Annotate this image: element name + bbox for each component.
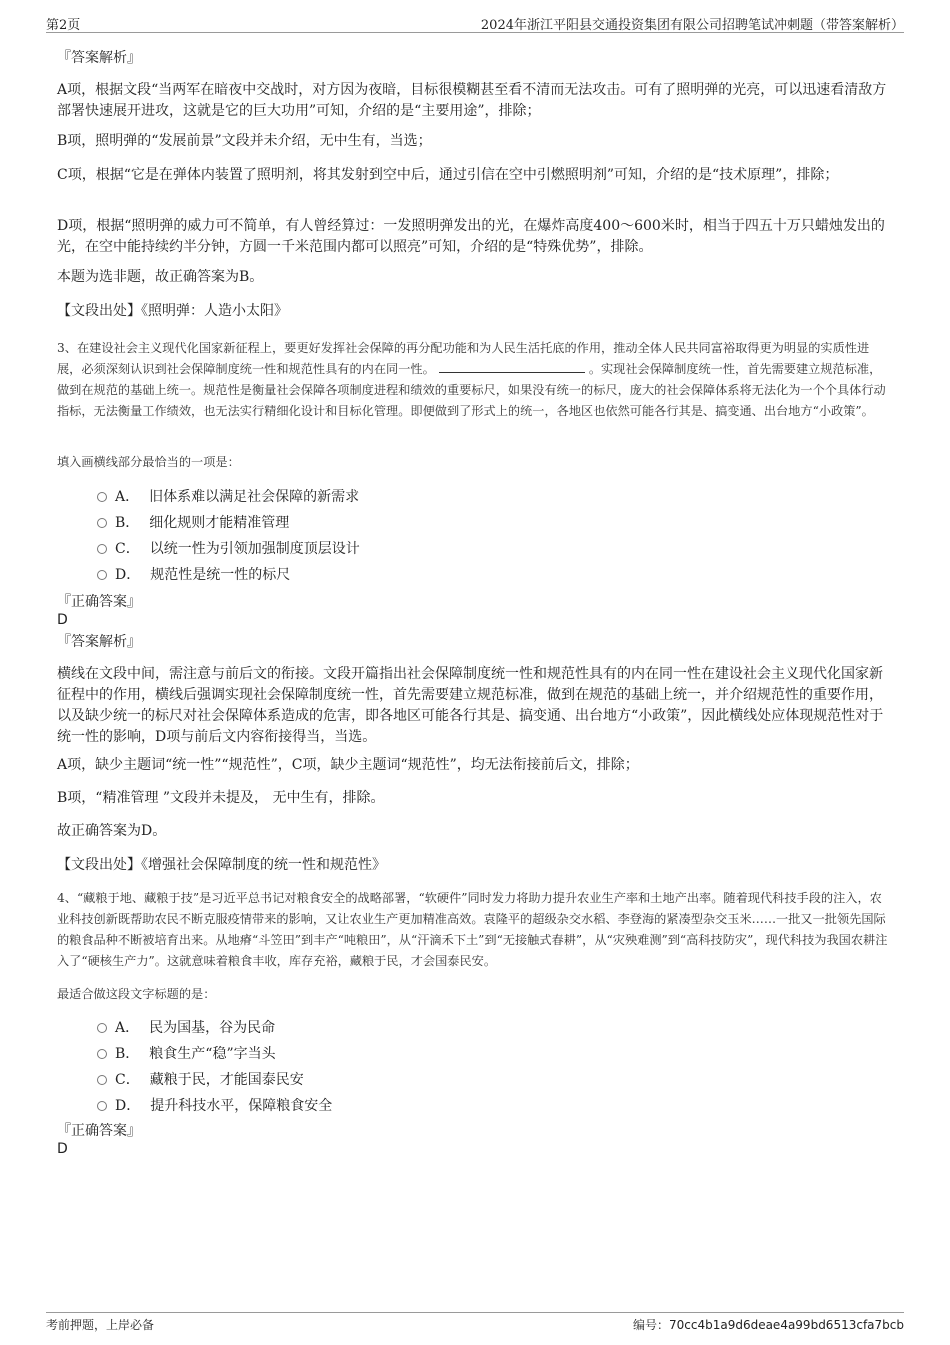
radio-icon[interactable] bbox=[97, 1023, 107, 1033]
document-id bbox=[633, 1316, 904, 1333]
q2-analysis-header: 『答案解析』 bbox=[57, 50, 141, 66]
radio-icon[interactable] bbox=[97, 518, 107, 528]
q3-prompt: 填入画横线部分最恰当的一项是： bbox=[57, 455, 240, 469]
radio-icon[interactable] bbox=[97, 1101, 107, 1111]
radio-icon[interactable] bbox=[97, 1075, 107, 1085]
q2-source: 【文段出处】《照明弹：人造小太阳》 bbox=[57, 303, 288, 319]
option-label: B． bbox=[115, 1046, 140, 1062]
q4-prompt: 最适合做这段文字标题的是： bbox=[57, 987, 216, 1001]
radio-icon[interactable] bbox=[97, 492, 107, 502]
q3-stem-before-blank: 3、在建设社会主义现代化国家新征程上，要更好发挥社会保障的再分配功能和为人民生活托底的作用，推动全体人民共同富裕取得更为明显的实质性进展，必须深刻认识到社会保障制度统一性和规范性具有的内在同一性。 bbox=[57, 341, 870, 376]
q3-analysis-b: B项，“精准管理 ”文段并未提及， 无中生有，排除。 bbox=[57, 790, 385, 806]
radio-icon[interactable] bbox=[97, 570, 107, 580]
page-header bbox=[46, 12, 904, 33]
q4-option-a[interactable] bbox=[97, 1018, 332, 1044]
q2-analysis-d: D项，根据“照明弹的威力可不简单，有人曾经算过：一发照明弹发出的光，在爆炸高度400～600米时，相当于四五十万只蜡烛发出的光，在空中能持续约半分钟，方圆一千米范围内都可以照亮”可知，介绍的是“特殊优势”，排除。 bbox=[57, 218, 885, 255]
q3-option-c[interactable] bbox=[97, 539, 360, 565]
option-text: 提升科技水平，保障粮食安全 bbox=[150, 1098, 333, 1114]
q3-fill-blank bbox=[439, 359, 585, 373]
q3-option-b[interactable] bbox=[97, 513, 360, 539]
option-text: 粮食生产“稳”字当头 bbox=[149, 1046, 276, 1062]
q3-stem bbox=[57, 338, 890, 422]
q3-stem-after-blank: 。实现社会保障制度统一性，首先需要建立规范标准，做到在规范的基础上统一。规范性是衡量社会保障各项制度进程和绩效的重要标尺，如果没有统一的标尺，庞大的社会保障体系将无法化为一个个具体行动指标，无法衡量工作绩效，也无法实行精细化设计和目标化管理。即便做到了形式上的统一，各地区也依然可能各行其是、搞变通、出台地方“小政策”。 bbox=[57, 362, 886, 418]
q3-conclusion: 故正确答案为D。 bbox=[57, 823, 167, 839]
option-label: B． bbox=[115, 515, 140, 531]
option-text: 以统一性为引领加强制度顶层设计 bbox=[149, 541, 360, 557]
option-text: 民为国基，谷为民命 bbox=[149, 1020, 276, 1036]
option-text: 旧体系难以满足社会保障的新需求 bbox=[149, 489, 360, 505]
q4-option-c[interactable] bbox=[97, 1070, 332, 1096]
page-footer bbox=[46, 1312, 904, 1332]
option-label: C． bbox=[115, 1072, 140, 1088]
q4-correct-answer: D bbox=[57, 1141, 68, 1157]
option-label: A． bbox=[115, 489, 140, 505]
document-id-label: 编号： bbox=[632, 1318, 669, 1332]
q3-analysis-header: 『答案解析』 bbox=[57, 634, 141, 650]
q4-option-d[interactable] bbox=[97, 1096, 332, 1122]
q2-analysis-c: C项，根据“它是在弹体内装置了照明剂，将其发射到空中后，通过引信在空中引燃照明剂”可知，介绍的是“技术原理”，排除； bbox=[57, 167, 839, 183]
option-label: D． bbox=[115, 1098, 141, 1114]
option-label: D． bbox=[115, 567, 141, 583]
q3-options bbox=[97, 487, 360, 591]
footer-slogan: 考前押题，上岸必备 bbox=[46, 1318, 155, 1332]
radio-icon[interactable] bbox=[97, 1049, 107, 1059]
q4-correct-header: 『正确答案』 bbox=[57, 1123, 141, 1139]
q2-analysis-b: B项，照明弹的“发展前景”文段并未介绍，无中生有，当选； bbox=[57, 133, 432, 149]
q3-source: 【文段出处】《增强社会保障制度的统一性和规范性》 bbox=[57, 857, 386, 873]
q2-conclusion: 本题为选非题，故正确答案为B。 bbox=[57, 269, 264, 285]
document-title: 2024年浙江平阳县交通投资集团有限公司招聘笔试冲刺题（带答案解析） bbox=[480, 18, 904, 33]
q4-options bbox=[97, 1018, 332, 1122]
option-label: A． bbox=[115, 1020, 140, 1036]
q3-correct-header: 『正确答案』 bbox=[57, 594, 141, 610]
q4-stem: 4、“藏粮于地、藏粮于技”是习近平总书记对粮食安全的战略部署，“软硬件”同时发力将助力提升农业生产率和土地产出率。随着现代科技手段的注入，农业科技创新既帮助农民不断克服疫情带来的影响，又让农业生产更加精准高效。袁隆平的超级杂交水稻、李登海的紧凑型杂交玉米……一批又一批领先国际的粮食品种不断被培育出来。从地瘠“斗笠田”到丰产“吨粮田”，从“汗滴禾下土”到“无接触式春耕”，从“灾殃难测”到“高科技防灾”，现代科技为我国农耕注入了“硬核生产力”。这就意味着粮食丰收，库存充裕，藏粮于民，才会国泰民安。 bbox=[57, 891, 888, 968]
option-text: 规范性是统一性的标尺 bbox=[150, 567, 291, 583]
page-number: 第2页 bbox=[46, 18, 81, 33]
option-text: 细化规则才能精准管理 bbox=[149, 515, 290, 531]
q2-analysis-a: A项，根据文段“当两军在暗夜中交战时，对方因为夜暗，目标很模糊甚至看不清而无法攻击。可有了照明弹的光亮，可以迅速看清敌方部署快速展开进攻，这就是它的巨大功用”可知，介绍的是“主要用途”，排除； bbox=[57, 82, 887, 119]
document-id-value: 70cc4b1a9d6deae4a99bd6513cfa7bcb bbox=[668, 1318, 904, 1332]
radio-icon[interactable] bbox=[97, 544, 107, 554]
q4-option-b[interactable] bbox=[97, 1044, 332, 1070]
option-text: 藏粮于民，才能国泰民安 bbox=[149, 1072, 304, 1088]
q3-option-d[interactable] bbox=[97, 565, 360, 591]
option-label: C． bbox=[115, 541, 140, 557]
q3-option-a[interactable] bbox=[97, 487, 360, 513]
q3-analysis-a: A项，缺少主题词“统一性”“规范性”，C项，缺少主题词“规范性”，均无法衔接前后文，排除； bbox=[57, 757, 639, 773]
q3-correct-answer: D bbox=[57, 612, 68, 628]
q3-analysis: 横线在文段中间，需注意与前后文的衔接。文段开篇指出社会保障制度统一性和规范性具有的内在同一性在建设社会主义现代化国家新征程中的作用，横线后强调实现社会保障制度统一性，首先需要建立规范标准，做到在规范的基础上统一，并介绍规范性的重要作用，以及缺少统一的标尺对社会保障体系造成的危害，即各地区可能各行其是、搞变通、出台地方“小政策”，因此横线处应体现规范性对于统一性的影响，D项与前后文内容衔接得当，当选。 bbox=[57, 666, 884, 745]
